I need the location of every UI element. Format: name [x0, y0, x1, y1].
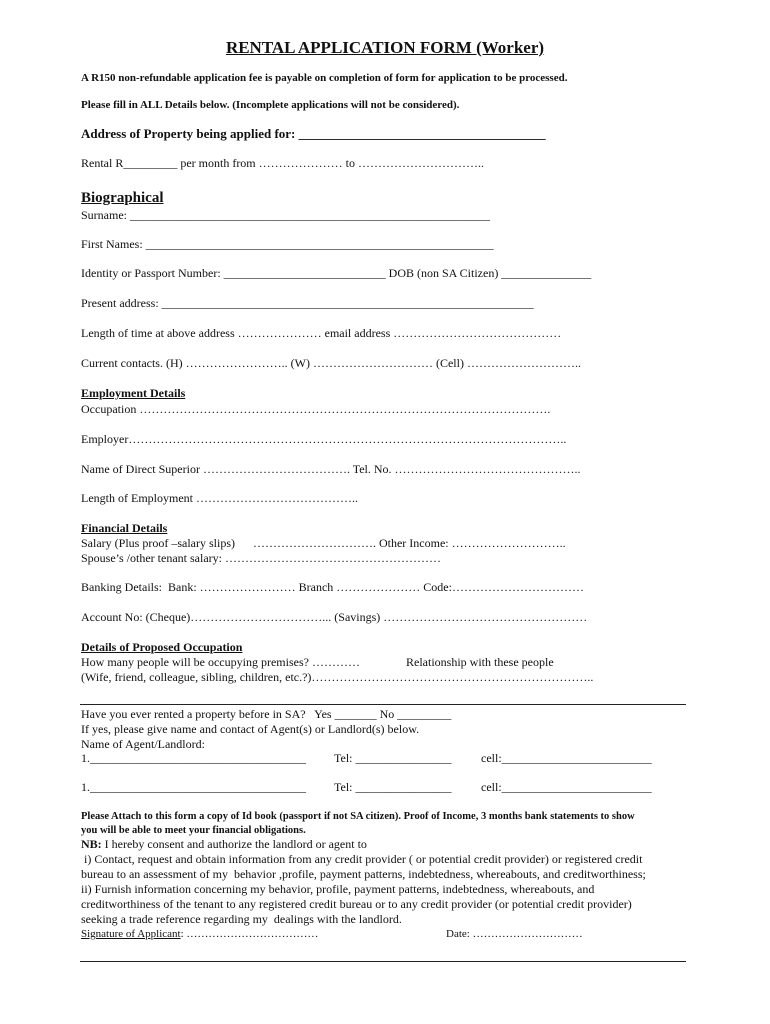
agent-1-cell-field[interactable]: cell:_________________________	[481, 751, 652, 765]
length-employment-field[interactable]: Length of Employment …………………………………..	[81, 491, 358, 505]
employment-heading: Employment Details	[81, 386, 186, 400]
consent-line-1: i) Contact, request and obtain information from any credit provider ( or potential credit provider) or registered credit	[81, 852, 643, 866]
agent-2-name-field[interactable]: 1.____________________________________	[81, 780, 306, 794]
length-at-address-field[interactable]: Length of time at above address ………………… email address ……………………………………	[81, 326, 562, 340]
agent-1-name-field[interactable]: 1.____________________________________	[81, 751, 306, 765]
rented-before-field[interactable]: Have you ever rented a property before in SA? Yes _______ No _________	[81, 707, 452, 721]
date-field[interactable]: Date: …………………………	[446, 928, 583, 940]
consent-line-2: bureau to an assessment of my behavior ,profile, payment patterns, indebtedness, whereabouts, and creditworthiness;	[81, 867, 646, 881]
banking-details-field[interactable]: Banking Details: Bank: …………………… Branch ………………… Code:……………………………	[81, 580, 584, 594]
address-applied-field[interactable]: Address of Property being applied for: ______________________________________	[81, 126, 546, 141]
biographical-heading: Biographical	[81, 190, 164, 206]
relationship-examples-field[interactable]: (Wife, friend, colleague, sibling, children, etc.?)……………………………………………………………..	[81, 670, 594, 684]
signature-dots: : ………………………………	[180, 928, 319, 940]
consent-line-5: seeking a trade reference regarding my dealings with the landlord.	[81, 912, 402, 926]
nb-label: NB:	[81, 837, 102, 851]
proposed-occupation-heading: Details of Proposed Occupation	[81, 640, 243, 654]
agent-1-tel-field[interactable]: Tel: ________________	[334, 751, 452, 765]
bottom-rule	[80, 961, 686, 962]
fill-all-notice: Please fill in ALL Details below. (Incomplete applications will not be considered).	[81, 99, 460, 111]
occupation-field[interactable]: Occupation ………………………………………………………………………………………….	[81, 402, 551, 416]
how-many-field[interactable]: How many people will be occupying premises? …………	[81, 655, 360, 669]
form-title: RENTAL APPLICATION FORM (Worker)	[225, 38, 545, 57]
salary-field[interactable]: Salary (Plus proof –salary slips) …………………………. Other Income: ………………………..	[81, 536, 566, 550]
please-give-contact: If yes, please give name and contact of Agent(s) or Landlord(s) below.	[81, 722, 420, 736]
id-passport-field[interactable]: Identity or Passport Number: ___________________________ DOB (non SA Citizen) _______________	[81, 266, 592, 280]
section-divider	[80, 704, 686, 705]
fee-notice: A R150 non-refundable application fee is payable on completion of form for application to be processed.	[81, 72, 568, 84]
signature-field[interactable]	[81, 927, 318, 941]
attach-notice-line2: you will be able to meet your financial obligations.	[81, 825, 306, 836]
account-no-field[interactable]: Account No: (Cheque)……………………………... (Savings) ……………………………………………	[81, 610, 588, 624]
relationship-label: Relationship with these people	[406, 655, 554, 669]
surname-field[interactable]: Surname: ____________________________________________________________	[81, 208, 490, 222]
agent-name-label: Name of Agent/Landlord:	[81, 737, 205, 751]
spouse-salary-field[interactable]: Spouse’s /other tenant salary: ………………………………………………	[81, 551, 441, 565]
direct-superior-field[interactable]: Name of Direct Superior ………………………………. Tel. No. ………………………………………..	[81, 462, 581, 476]
agent-2-cell-field[interactable]: cell:_________________________	[481, 780, 652, 794]
present-address-field[interactable]: Present address: ______________________________________________________________	[81, 296, 534, 310]
consent-nb	[81, 837, 367, 851]
nb-text: I hereby consent and authorize the landlord or agent to	[101, 837, 367, 851]
consent-line-4: creditworthiness of the tenant to any registered credit bureau or to any credit provider (or potential credit provider)	[81, 897, 632, 911]
first-names-field[interactable]: First Names: __________________________________________________________	[81, 237, 494, 251]
signature-label: Signature of Applicant	[81, 928, 181, 940]
consent-line-3: ii) Furnish information concerning my behavior, profile, payment patterns, indebtedness, whereabouts, and	[81, 882, 595, 896]
current-contacts-field[interactable]: Current contacts. (H) …………………….. (W) ………………………… (Cell) ………………………..	[81, 356, 581, 370]
employer-field[interactable]: Employer………………………………………………………………………………………………..	[81, 432, 567, 446]
agent-2-tel-field[interactable]: Tel: ________________	[334, 780, 452, 794]
rental-amount-field[interactable]: Rental R_________ per month from ………………… to …………………………..	[81, 156, 484, 170]
financial-heading: Financial Details	[81, 521, 168, 535]
attach-notice-line1: Please Attach to this form a copy of Id book (passport if not SA citizen). Proof of Income, 3 months bank statements to show	[81, 811, 635, 822]
